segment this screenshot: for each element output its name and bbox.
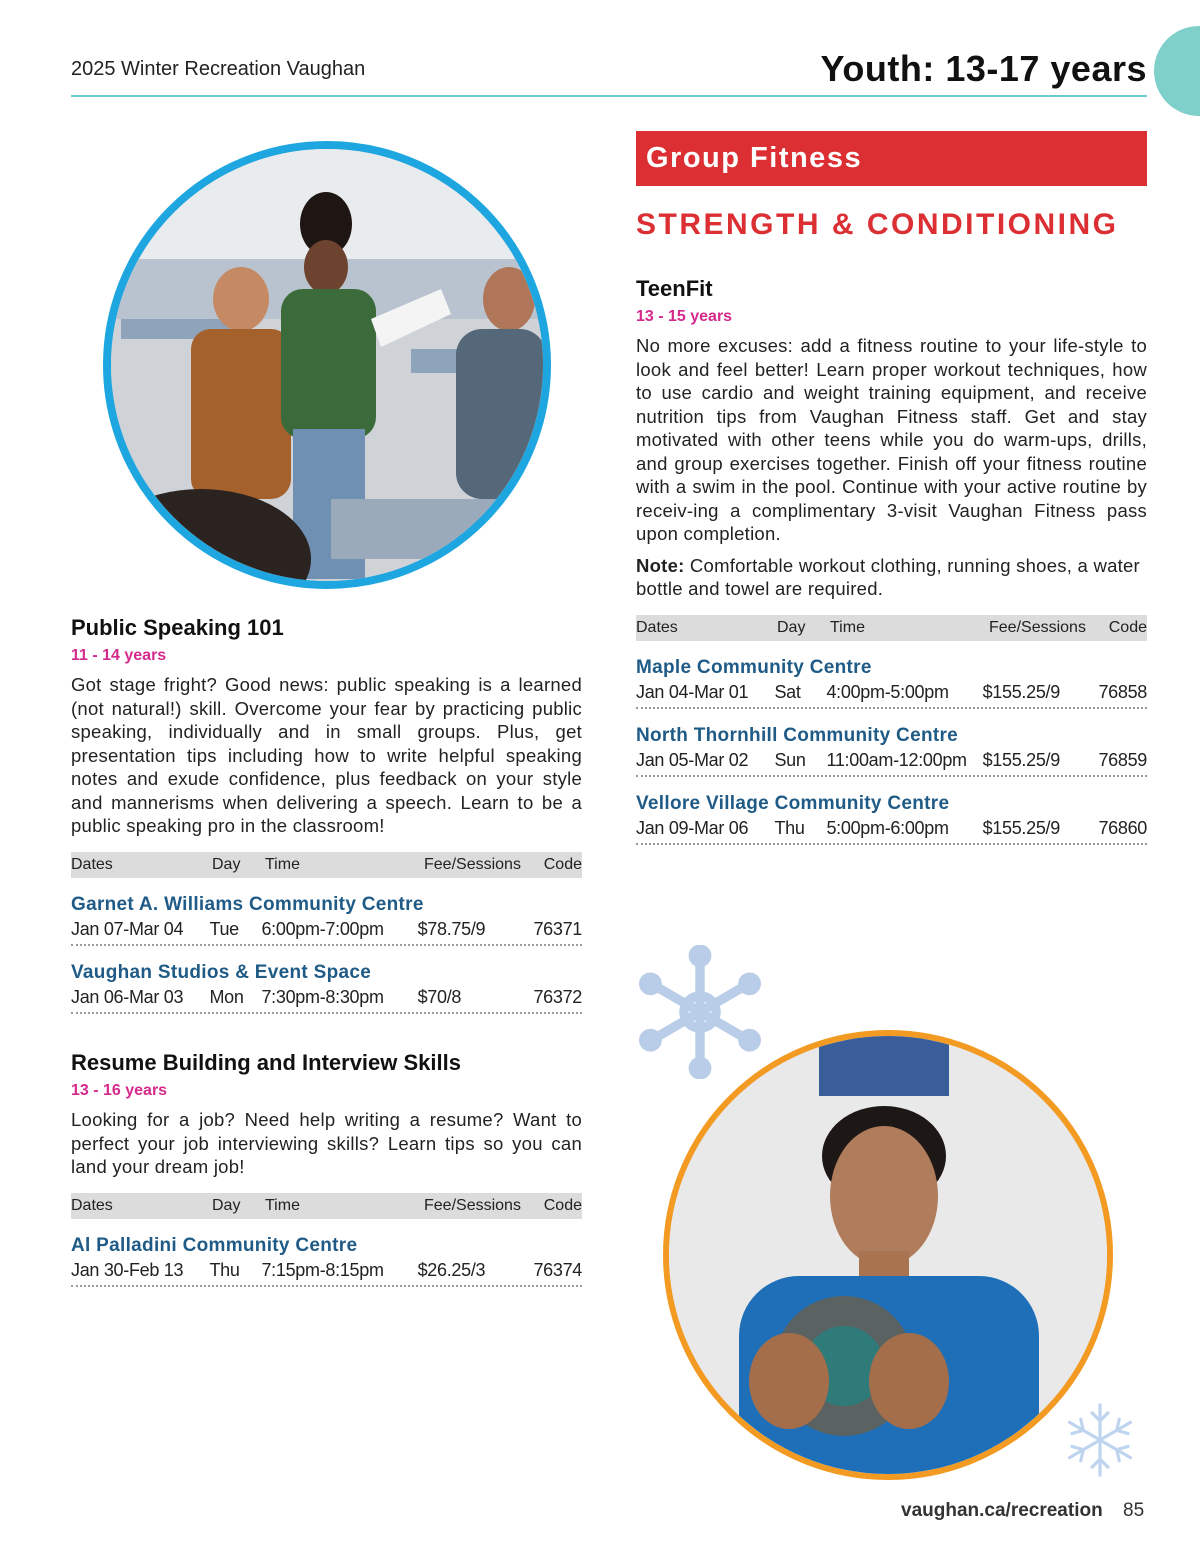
venue-name: Garnet A. Williams Community Centre — [71, 893, 424, 915]
cell-day: Sat — [774, 682, 801, 703]
header-time: Time — [265, 1196, 300, 1214]
snowflake-icon — [633, 945, 767, 1079]
header-fee: Fee/Sessions — [424, 1196, 521, 1214]
cell-code: 76860 — [1098, 818, 1147, 839]
page-number: 85 — [1123, 1500, 1145, 1521]
cell-dates: Jan 06-Mar 03 — [71, 987, 184, 1008]
venue-name: Vaughan Studios & Event Space — [71, 961, 372, 983]
schedule-table — [636, 615, 1147, 845]
cell-time: 7:30pm-8:30pm — [261, 987, 384, 1008]
table-row — [71, 916, 582, 946]
header-day: Day — [212, 1196, 241, 1214]
table-header — [71, 852, 582, 878]
cell-code: 76859 — [1098, 750, 1147, 771]
program-title: Resume Building and Interview Skills — [71, 1049, 461, 1075]
program-public-speaking — [71, 615, 582, 1014]
header-code: Code — [1108, 618, 1147, 636]
right-column — [636, 131, 1147, 845]
cell-dates: Jan 04-Mar 01 — [636, 682, 749, 703]
program-description: Got stage fright? Good news: public speaking is a learned (not natural!) skill. Overcome your fear by practicing public speaking, individually and in small groups. Plus, get presentation tips including how to write helpful speaking notes and exude confidence, plus feedback on your style and mannerisms when delivering a speech. Learn to be a public speaking pro in the classroom! — [71, 674, 582, 837]
cell-fee: $155.25/9 — [982, 682, 1060, 703]
program-title: TeenFit — [636, 276, 713, 301]
cell-fee: $78.75/9 — [417, 919, 486, 940]
program-ages: 13 - 15 years — [636, 308, 733, 326]
cell-code: 76371 — [533, 919, 582, 940]
header-time: Time — [265, 855, 300, 873]
cell-time: 7:15pm-8:15pm — [261, 1260, 384, 1281]
cell-time: 5:00pm-6:00pm — [826, 818, 949, 839]
cell-code: 76374 — [533, 1260, 582, 1281]
program-title: Public Speaking 101 — [71, 615, 284, 640]
table-row — [636, 679, 1147, 709]
table-row — [71, 1257, 582, 1287]
note-text: Comfortable workout clothing, running shoes, a water bottle and towel are required. — [636, 554, 1140, 600]
cell-day: Mon — [209, 987, 244, 1008]
header-fee: Fee/Sessions — [989, 618, 1086, 636]
program-note — [636, 554, 1147, 601]
schedule-table — [71, 1193, 582, 1287]
teen-kettlebell-photo — [663, 1030, 1113, 1480]
cell-time: 6:00pm-7:00pm — [261, 919, 384, 940]
cell-dates: Jan 09-Mar 06 — [636, 818, 749, 839]
venue-name: North Thornhill Community Centre — [636, 724, 959, 746]
schedule-table — [71, 852, 582, 1014]
program-description: No more excuses: add a fitness routine to your life-style to look and feel better! Learn proper workout techniques, how to use cardio and weight training equipment, and receive nutrition tips from Vaughan Fitness staff. Get and stay motivated with other teens while you do warm-ups, drills, and group exercises together. Finish off your fitness routine with a swim in the pool. Continue with your active routine by receiv-ing a complimentary 3-visit Vaughan Fitness pass upon completion. — [636, 335, 1147, 545]
note-label: Note: — [636, 554, 685, 576]
cell-time: 11:00am-12:00pm — [826, 750, 967, 771]
table-row — [636, 815, 1147, 845]
cell-day: Sun — [774, 750, 806, 771]
cell-code: 76372 — [533, 987, 582, 1008]
publication-title: 2025 Winter Recreation Vaughan — [71, 58, 366, 80]
program-ages: 11 - 14 years — [71, 647, 167, 665]
header-day: Day — [212, 855, 241, 873]
table-row — [636, 747, 1147, 777]
header-time: Time — [830, 618, 865, 636]
cell-code: 76858 — [1098, 682, 1147, 703]
table-header — [71, 1193, 582, 1219]
group-fitness-banner: Group Fitness — [636, 131, 1147, 186]
cell-day: Tue — [209, 919, 239, 940]
cell-dates: Jan 05-Mar 02 — [636, 750, 749, 771]
snowflake-small-icon — [1060, 1400, 1140, 1480]
program-ages: 13 - 16 years — [71, 1082, 168, 1100]
footer-url-link[interactable]: vaughan.ca/recreation — [901, 1500, 1103, 1521]
cell-day: Thu — [774, 818, 805, 839]
cell-dates: Jan 30-Feb 13 — [71, 1260, 184, 1281]
cell-dates: Jan 07-Mar 04 — [71, 919, 184, 940]
header-dates: Dates — [636, 618, 678, 636]
table-header — [636, 615, 1147, 641]
classroom-presentation-photo — [103, 141, 551, 589]
venue-name: Al Palladini Community Centre — [71, 1234, 358, 1256]
cell-fee: $155.25/9 — [982, 750, 1060, 771]
header-divider — [71, 95, 1147, 97]
header-dates: Dates — [71, 1196, 113, 1214]
table-row — [71, 984, 582, 1014]
strength-conditioning-heading: STRENGTH & CONDITIONING — [636, 208, 1119, 241]
program-teenfit — [636, 276, 1147, 845]
cell-fee: $26.25/3 — [417, 1260, 486, 1281]
cell-day: Thu — [209, 1260, 240, 1281]
page-section-title: Youth: 13-17 years — [820, 48, 1147, 89]
header-dates: Dates — [71, 855, 113, 873]
section-tab-marker — [1154, 26, 1200, 116]
header-code: Code — [543, 1196, 582, 1214]
program-resume-building — [71, 1050, 582, 1287]
header-code: Code — [543, 855, 582, 873]
cell-fee: $70/8 — [417, 987, 462, 1008]
left-column — [71, 615, 582, 1287]
program-description: Looking for a job? Need help writing a resume? Want to perfect your job interviewing skills? Learn tips so you can land your dream job! — [71, 1109, 582, 1178]
venue-name: Vellore Village Community Centre — [636, 792, 950, 814]
header-fee: Fee/Sessions — [424, 855, 521, 873]
cell-time: 4:00pm-5:00pm — [826, 682, 949, 703]
cell-fee: $155.25/9 — [982, 818, 1060, 839]
venue-name: Maple Community Centre — [636, 656, 872, 678]
header-day: Day — [777, 618, 806, 636]
